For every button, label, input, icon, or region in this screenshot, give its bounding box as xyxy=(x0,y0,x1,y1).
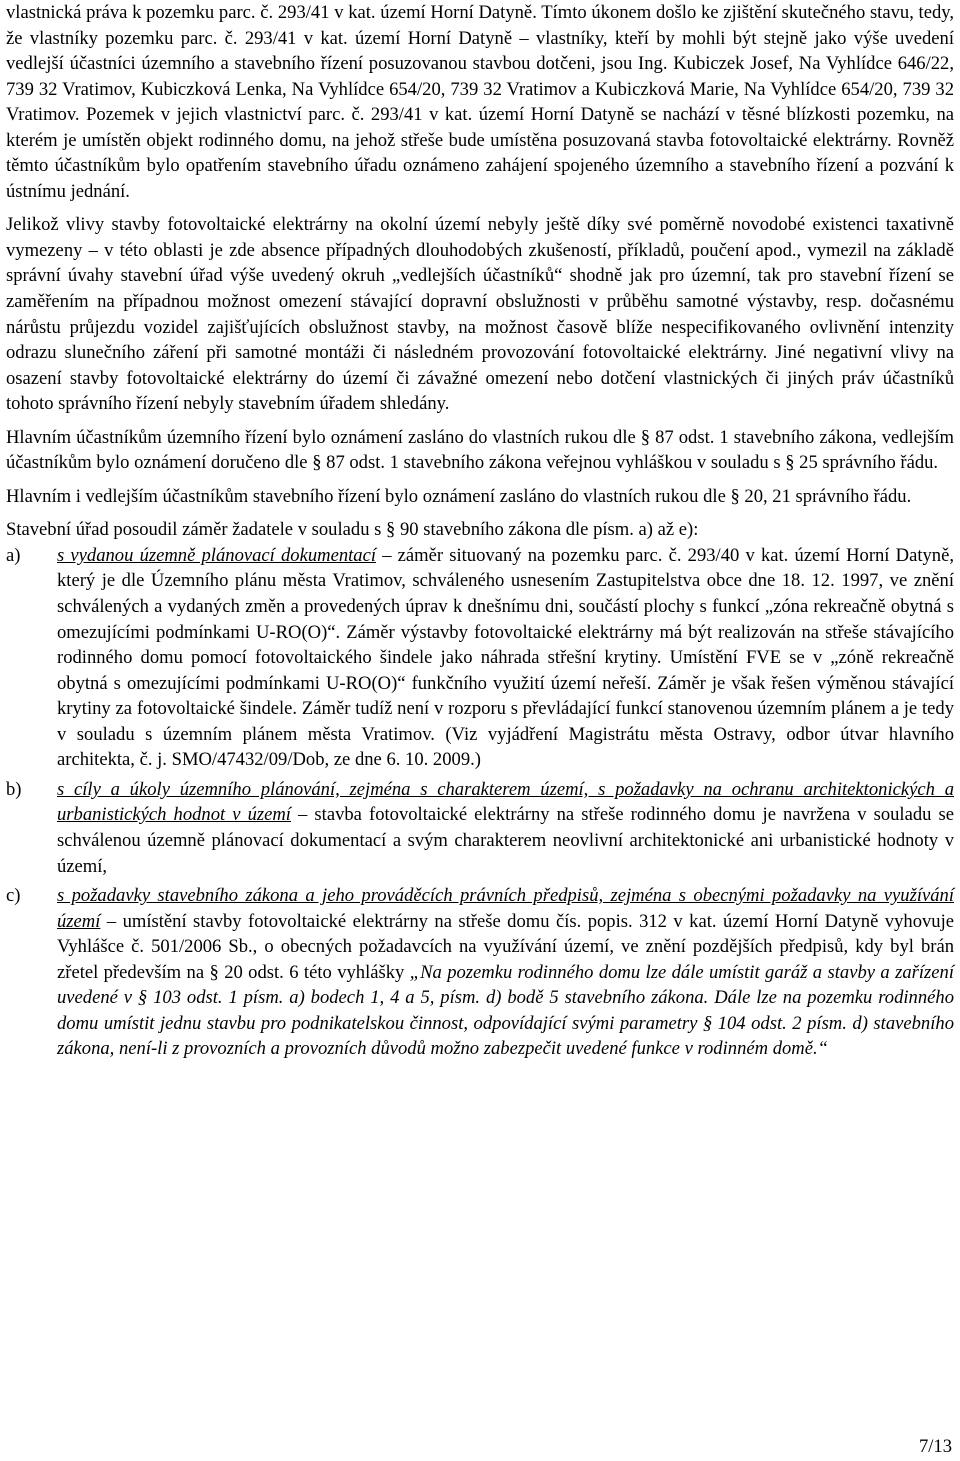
page-number: 7/13 xyxy=(918,1436,952,1457)
list-item-heading: s cíly a úkoly územního plánování, zejména s charakterem území, s požadavky na ochranu architektonických a urbanistických hodnot v území xyxy=(57,778,954,826)
list-item-a xyxy=(6,543,954,773)
list-item-heading: s vydanou územně plánovací dokumentací xyxy=(57,544,377,566)
legal-quote: „Na pozemku rodinného domu lze dále umístit garáž a stavby a zařízení uvedené v § 103 odst. 1 písm. a) bodech 1, 4 a 5, písm. d) bodě 5 stavebního zákona. Dále lze na pozemku rodinného domu umístit jednu stavbu pro podnikatelskou činnost, odpovídající svými parametry § 104 odst. 2 písm. d) stavebního zákona, není-li z provozních a provozních důvodů možno zabezpečit uvedené funkce v rodinném domě.“ xyxy=(57,961,954,1060)
list-item-label: a) xyxy=(6,544,21,566)
paragraph-notification-building: Hlavním i vedlejším účastníkům stavebního řízení bylo oznámení zasláno do vlastních rukou dle § 20, 21 správního řádu. xyxy=(6,485,912,507)
list-item-text: – záměr situovaný na pozemku parc. č. 293/40 v kat. území Horní Datyně, který je dle Územního plánu města Vratimov, schváleného usnesením Zastupitelstva obce dne 18. 12. 1997, ve znění schválených a vydaných změn a provedených úprav k dnešnímu dni, součástí plochy s funkcí „zóna rekreačně obytná s omezujícími podmínkami U-RO(O)“. Záměr výstavby fotovoltaické elektrárny má být realizován na střeše stávajícího rodinného domu pomocí fotovoltaického šindele jako náhrada střešní krytiny. Umístění FVE se v „zóně rekreačně obytná s omezujícími podmínkami U-RO(O)“ funkčního využití území neřeší. Záměr je však řešen výměnou stávající krytiny za fotovoltaické šindele. Záměr tudíž není v rozporu s převládající funkcí stanovenou územním plánem a je tedy v souladu s územním plánem města Vratimov. (Viz vyjádření Magistrátu města Ostravy, odbor útvar hlavního architekta, č. j. SMO/47432/09/Dob, ze dne 6. 10. 2009.) xyxy=(57,544,954,771)
paragraph-ownership: vlastnická práva k pozemku parc. č. 293/41 v kat. území Horní Datyně. Tímto úkonem došlo ke zjištění skutečného stavu, tedy, že vlastníky pozemku parc. č. 293/41 v kat. území Horní Datyně – vlastníky, kteří by mohli být stejně jako výše uvedení vedlejší účastníci územního a stavebního řízení posuzovanou stavbou dotčeni, jsou Ing. Kubiczek Josef, Na Vyhlídce 646/22, 739 32 Vratimov, Kubiczková Lenka, Na Vyhlídce 654/20, 739 32 Vratimov a Kubiczková Marie, Na Vyhlídce 654/20, 739 32 Vratimov. Pozemek v jejich vlastnictví parc. č. 293/41 v kat. území Horní Datyně se nachází v těsné blízkosti pozemku, na kterém je umístěn objekt rodinného domu, na jehož střeše bude umístěna posuzovaná stavba fotovoltaické elektrárny. Rovněž těmto účastníkům bylo opatřením stavebního úřadu oznámeno zahájení spojeného územního a stavebního řízení a pozvání k ústnímu jednání. xyxy=(6,2,954,202)
document-page xyxy=(6,0,954,1062)
paragraph-notification-zoning: Hlavním účastníkům územního řízení bylo oznámení zasláno do vlastních rukou dle § 87 odst. 1 stavebního zákona, vedlejším účastníkům bylo oznámení doručeno dle § 87 odst. 1 stavebního zákona veřejnou vyhláškou v souladu s § 25 správního řádu. xyxy=(6,426,954,474)
list-item-b xyxy=(6,777,954,879)
list-item-text: – umístění stavby fotovoltaické elektrárny na střeše domu čís. popis. 312 v kat. území Horní Datyně vyhovuje Vyhlášce č. 501/2006 Sb., o obecných požadavcích na využívání území, ve znění pozdějších předpisů, kdy byl brán zřetel především na § 20 odst. 6 této vyhlášky xyxy=(57,910,954,983)
paragraph-assessment-intro: Stavební úřad posoudil záměr žadatele v souladu s § 90 stavebního zákona dle písm. a) až e): xyxy=(6,519,699,541)
list-item-label: b) xyxy=(6,778,22,800)
paragraph-impacts: Jelikož vlivy stavby fotovoltaické elektrárny na okolní území nebyly ještě díky své poměrně novodobé existenci taxativně vymezeny – v této oblasti je zde absence případných dlouhodobých zkušeností, příkladů, poučení apod., vymezil na základě správní úvahy stavební úřad výše uvedený okruh „vedlejších účastníků“ shodně jak pro územní, tak pro stavební řízení se zaměřením na případnou možnost omezení stávající dopravní obslužnosti v průběhu samotné výstavby, resp. dočasnému nárůstu průjezdu vozidel zajišťujících obslužnost stavby, na možnost časově blíže nespecifikovaného ovlivnění intenzity odrazu slunečního záření při samotné montáži či následném provozování fotovoltaické elektrárny. Jiné negativní vlivy na osazení stavby fotovoltaické elektrárny do území či závažné omezení nebo dotčení vlastnických či jiných práv účastníků tohoto správního řízení nebyly stavebním úřadem shledány. xyxy=(6,214,954,415)
list-item-c xyxy=(6,883,954,1062)
list-item-body xyxy=(57,883,954,1062)
list-item-text: – stavba fotovoltaické elektrárny na střeše rodinného domu je navržena v souladu se schválenou územně plánovací dokumentací a svým charakterem neovlivní architektonické ani urbanistické hodnoty v území, xyxy=(57,804,954,877)
list-item-body xyxy=(57,777,954,879)
list-item-label: c) xyxy=(6,885,21,907)
list-item-heading: s požadavky stavebního zákona a jeho prováděcích právních předpisů, zejména s obecnými požadavky na využívání území xyxy=(57,885,954,932)
list-item-body xyxy=(57,543,954,773)
